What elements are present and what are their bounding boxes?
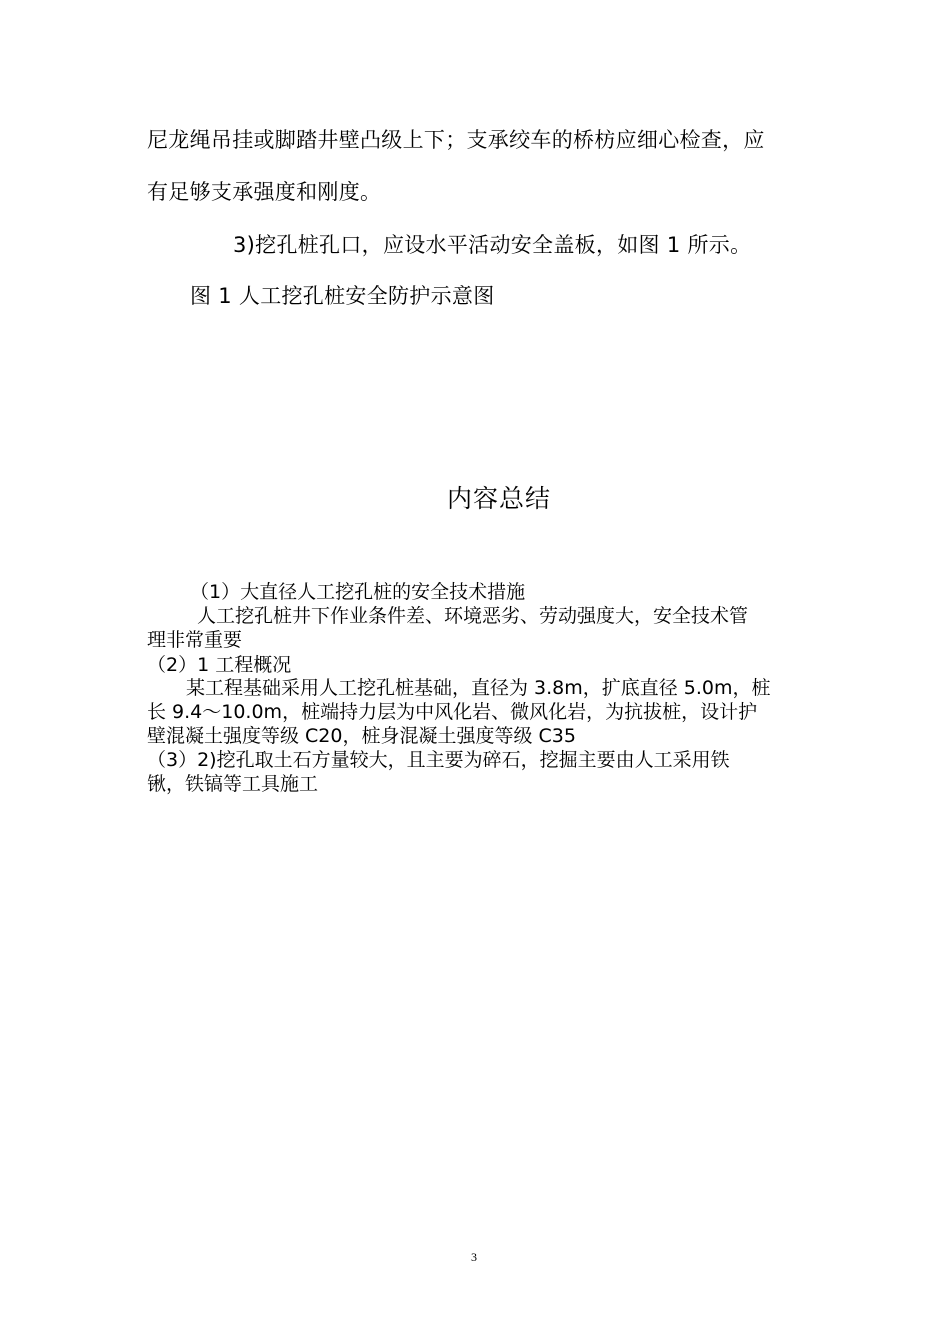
summary-text-line: 锹，铁镐等工具施工 — [147, 773, 319, 795]
summary-item-title: （2）1 工程概况 — [147, 654, 292, 676]
figure-caption: 图 1 人工挖孔桩安全防护示意图 — [190, 284, 495, 308]
body-text-line: 尼龙绳吊挂或脚踏井壁凸级上下；支承绞车的桥枋应细心检查，应 — [147, 128, 765, 152]
summary-text-line: 长 9.4～10.0m，桩端持力层为中风化岩、微风化岩，为抗拔桩，设计护 — [147, 701, 758, 723]
summary-text-line: 理非常重要 — [147, 629, 243, 651]
summary-text-line: 某工程基础采用人工挖孔桩基础，直径为 3.8m，扩底直径 5.0m，桩 — [186, 677, 771, 699]
body-text-line: 有足够支承强度和刚度。 — [147, 180, 382, 204]
summary-text-line: （3）2)挖孔取土石方量较大，且主要为碎石，挖掘主要由人工采用铁 — [147, 749, 730, 771]
summary-heading: 内容总结 — [447, 484, 552, 513]
page-number: 3 — [471, 1250, 477, 1264]
summary-item-title: （1）大直径人工挖孔桩的安全技术措施 — [190, 581, 526, 603]
summary-text-line: 人工挖孔桩井下作业条件差、环境恶劣、劳动强度大，安全技术管 — [197, 605, 749, 627]
body-text-line: 3)挖孔桩孔口，应设水平活动安全盖板，如图 1 所示。 — [233, 233, 752, 257]
summary-text-line: 壁混凝土强度等级 C20，桩身混凝土强度等级 C35 — [147, 725, 576, 747]
